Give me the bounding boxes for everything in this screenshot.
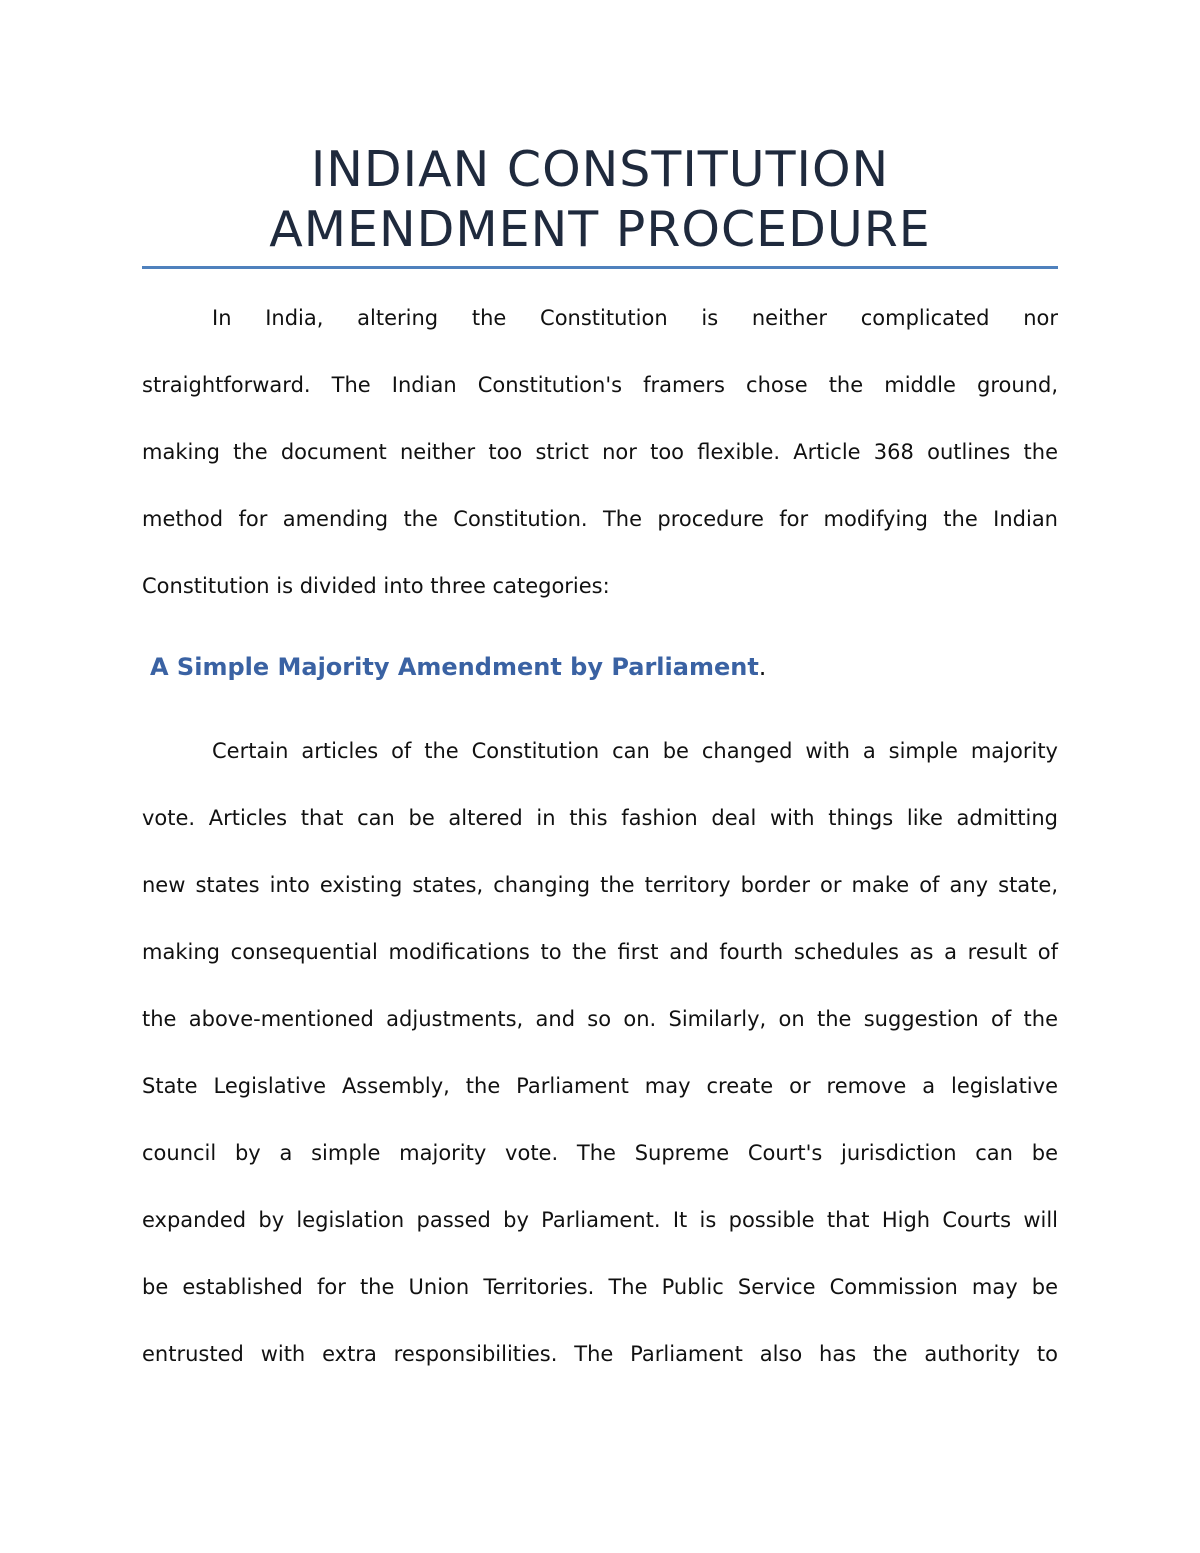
paragraph-line: council by a simple majority vote. The Supreme Court's jurisdiction can be [142,1141,1058,1165]
paragraph-line: straightforward. The Indian Constitution's framers chose the middle ground, [142,373,1058,397]
intro-paragraph [142,303,1058,638]
section-heading-text: A Simple Majority Amendment by Parliament [150,653,759,681]
section-heading [150,650,766,684]
paragraph-line: the above-mentioned adjustments, and so on. Similarly, on the suggestion of the [142,1007,1058,1031]
paragraph-line: entrusted with extra responsibilities. The Parliament also has the authority to [142,1342,1058,1366]
paragraph-line: be established for the Union Territories. The Public Service Commission may be [142,1275,1058,1299]
paragraph-line: expanded by legislation passed by Parliament. It is possible that High Courts will [142,1208,1058,1232]
paragraph-line: State Legislative Assembly, the Parliament may create or remove a legislative [142,1074,1058,1098]
section-paragraph [142,736,1058,1406]
paragraph-line: Certain articles of the Constitution can be changed with a simple majority [212,739,1058,763]
paragraph-line: vote. Articles that can be altered in this fashion deal with things like admitting [142,806,1058,830]
paragraph-line: In India, altering the Constitution is neither complicated nor [212,306,1058,330]
paragraph-line: Constitution is divided into three categories: [142,574,610,598]
section-heading-punct: . [758,653,767,681]
document-title [142,140,1058,260]
title-underline [142,266,1058,269]
paragraph-line: making consequential modifications to the first and fourth schedules as a result of [142,940,1058,964]
title-line-1: INDIAN CONSTITUTION [310,141,890,198]
title-line-2: AMENDMENT PROCEDURE [269,201,931,258]
paragraph-line: making the document neither too strict nor too flexible. Article 368 outlines the [142,440,1058,464]
paragraph-line: method for amending the Constitution. The procedure for modifying the Indian [142,507,1058,531]
paragraph-line: new states into existing states, changing the territory border or make of any state, [142,873,1058,897]
